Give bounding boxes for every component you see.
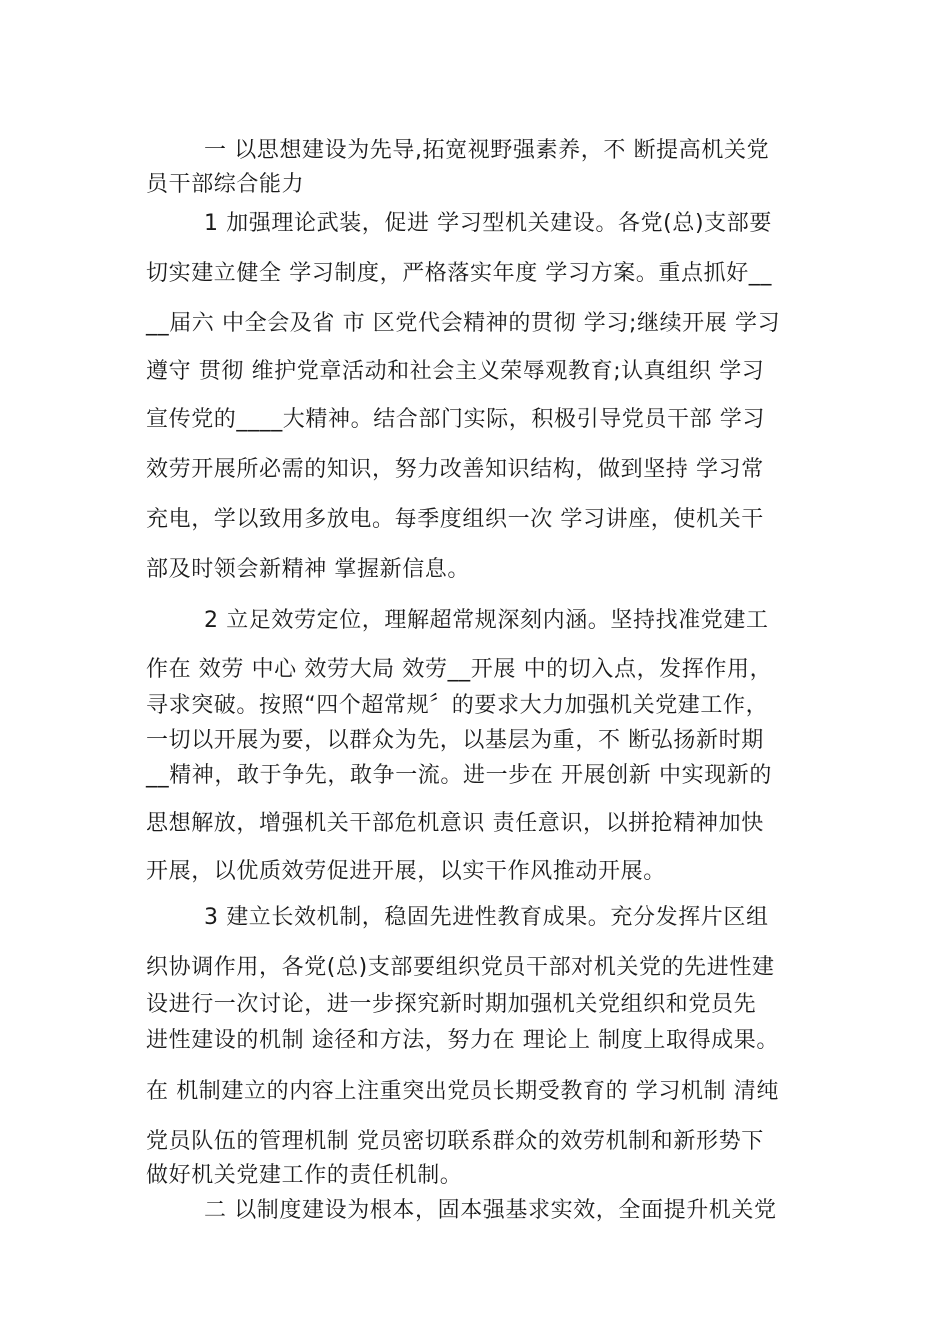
section-1-heading-line-2: 员干部综合能力: [146, 172, 305, 197]
paragraph-3-line-1: 3 建立长效机制，稳固先进性教育成果。充分发挥片区组: [204, 905, 769, 930]
paragraph-2-line-1: 2 立足效劳定位，理解超常规深刻内涵。坚持找准党建工: [204, 608, 769, 633]
paragraph-3-line-7: 做好机关党建工作的责任机制。: [146, 1163, 463, 1188]
paragraph-1-line-4: 遵守 贯彻 维护党章活动和社会主义荣辱观教育;认真组织 学习: [146, 359, 765, 384]
paragraph-2-line-7: 开展，以优质效劳促进开展，以实干作风推动开展。: [146, 859, 666, 884]
paragraph-1-line-8: 部及时领会新精神 掌握新信息。: [146, 557, 470, 582]
paragraph-1-line-1: 1 加强理论武装，促进 学习型机关建设。各党(总)支部要: [204, 211, 772, 236]
section-2-heading-line-1: 二 以制度建设为根本，固本强基求实效，全面提升机关党: [204, 1198, 777, 1223]
paragraph-3-line-4: 进性建设的机制 途径和方法，努力在 理论上 制度上取得成果。: [146, 1028, 779, 1053]
paragraph-2-line-2: 作在 效劳 中心 效劳大局 效劳__开展 中的切入点，发挥作用，: [146, 657, 773, 682]
paragraph-2-line-6: 思想解放，增强机关干部危机意识 责任意识，以拼抢精神加快: [146, 811, 764, 836]
paragraph-3-line-5: 在 机制建立的内容上注重突出党员长期受教育的 学习机制 清纯: [146, 1079, 779, 1104]
paragraph-1-line-7: 充电，学以致用多放电。每季度组织一次 学习讲座，使机关干: [146, 507, 764, 532]
paragraph-2-line-3: 寻求突破。按照“四个超常规〞的要求大力加强机关党建工作，: [146, 693, 769, 718]
paragraph-2-line-4: 一切以开展为要，以群众为先，以基层为重，不 断弘扬新时期: [146, 728, 764, 753]
paragraph-1-line-2: 切实建立健全 学习制度，严格落实年度 学习方案。重点抓好__: [146, 261, 772, 286]
paragraph-3-line-3: 设进行一次讨论，进一步探究新时期加强机关党组织和党员先: [146, 992, 757, 1017]
paragraph-3-line-2: 织协调作用，各党(总)支部要组织党员干部对机关党的先进性建: [146, 955, 775, 980]
paragraph-1-line-6: 效劳开展所必需的知识，努力改善知识结构，做到坚持 学习常: [146, 457, 764, 482]
section-1-heading-line-1: 一 以思想建设为先导,拓宽视野强素养，不 断提高机关党: [204, 138, 770, 163]
paragraph-1-line-5: 宣传党的____大精神。结合部门实际，积极引导党员干部 学习: [146, 407, 765, 432]
paragraph-2-line-5: __精神，敢于争先，敢争一流。进一步在 开展创新 中实现新的: [146, 763, 772, 788]
paragraph-1-line-3: __届六 中全会及省 市 区党代会精神的贯彻 学习;继续开展 学习: [146, 311, 781, 336]
paragraph-3-line-6: 党员队伍的管理机制 党员密切联系群众的效劳机制和新形势下: [146, 1129, 764, 1154]
